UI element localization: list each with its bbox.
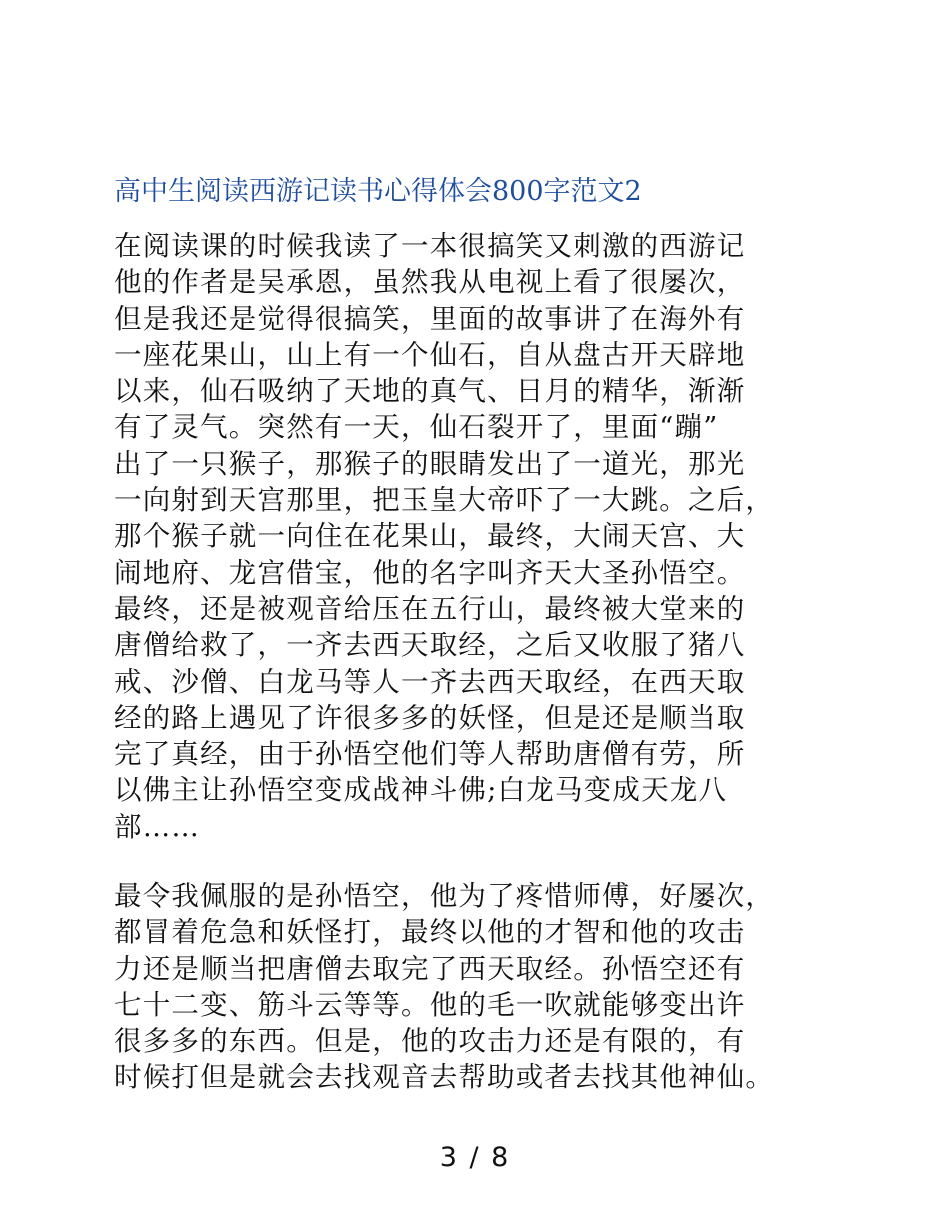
- text-line: 七十二变、筋斗云等等。他的毛一吹就能够变出许: [114, 988, 746, 1021]
- document-title: 高中生阅读西游记读书心得体会800字范文2: [114, 176, 642, 207]
- text-line: 闹地府、龙宫借宝，他的名字叫齐天大圣孙悟空。: [114, 556, 746, 589]
- page-number: 3 / 8: [439, 1142, 511, 1173]
- text-line: 力还是顺当把唐僧去取完了西天取经。孙悟空还有: [114, 952, 746, 985]
- text-line: 一座花果山，山上有一个仙石，自从盘古开天辟地: [114, 338, 746, 371]
- text-line: 他的作者是吴承恩，虽然我从电视上看了很屡次，: [114, 266, 746, 299]
- text-line: 以佛主让孙悟空变成战神斗佛;白龙马变成天龙八: [114, 774, 728, 807]
- text-line: 出了一只猴子，那猴子的眼睛发出了一道光，那光: [114, 447, 746, 480]
- text-line: 有了灵气。突然有一天，仙石裂开了，里面“蹦”: [114, 411, 719, 444]
- text-line: 完了真经，由于孙悟空他们等人帮助唐僧有劳，所: [114, 738, 746, 771]
- text-line: 经的路上遇见了许很多多的妖怪，但是还是顺当取: [114, 701, 746, 734]
- text-line: 但是我还是觉得很搞笑，里面的故事讲了在海外有: [114, 302, 746, 335]
- text-line: 在阅读课的时候我读了一本很搞笑又刺激的西游记: [114, 230, 746, 262]
- text-line: 时候打但是就会去找观音去帮助或者去找其他神仙。: [114, 1061, 775, 1094]
- text-line: 那个猴子就一向住在花果山，最终，大闹天宫、大: [114, 520, 746, 553]
- text-line: 部……: [114, 810, 201, 843]
- text-line: 很多多的东西。但是，他的攻击力还是有限的，有: [114, 1025, 746, 1058]
- text-line: 以来，仙石吸纳了天地的真气、日月的精华，渐渐: [114, 375, 746, 408]
- text-line: 唐僧给救了，一齐去西天取经，之后又收服了猪八: [114, 629, 746, 662]
- text-line: 最终，还是被观音给压在五行山，最终被大堂来的: [114, 592, 746, 625]
- text-line: 一向射到天宫那里，把玉皇大帝吓了一大跳。之后，: [114, 484, 775, 517]
- text-line: 最令我佩服的是孙悟空，他为了疼惜师傅，好屡次，: [114, 880, 775, 912]
- paragraph-2: [114, 878, 854, 1096]
- text-line: 戒、沙僧、白龙马等人一齐去西天取经，在西天取: [114, 665, 746, 698]
- paragraph-1: [114, 228, 854, 845]
- text-line: 都冒着危急和妖怪打，最终以他的才智和他的攻击: [114, 916, 746, 949]
